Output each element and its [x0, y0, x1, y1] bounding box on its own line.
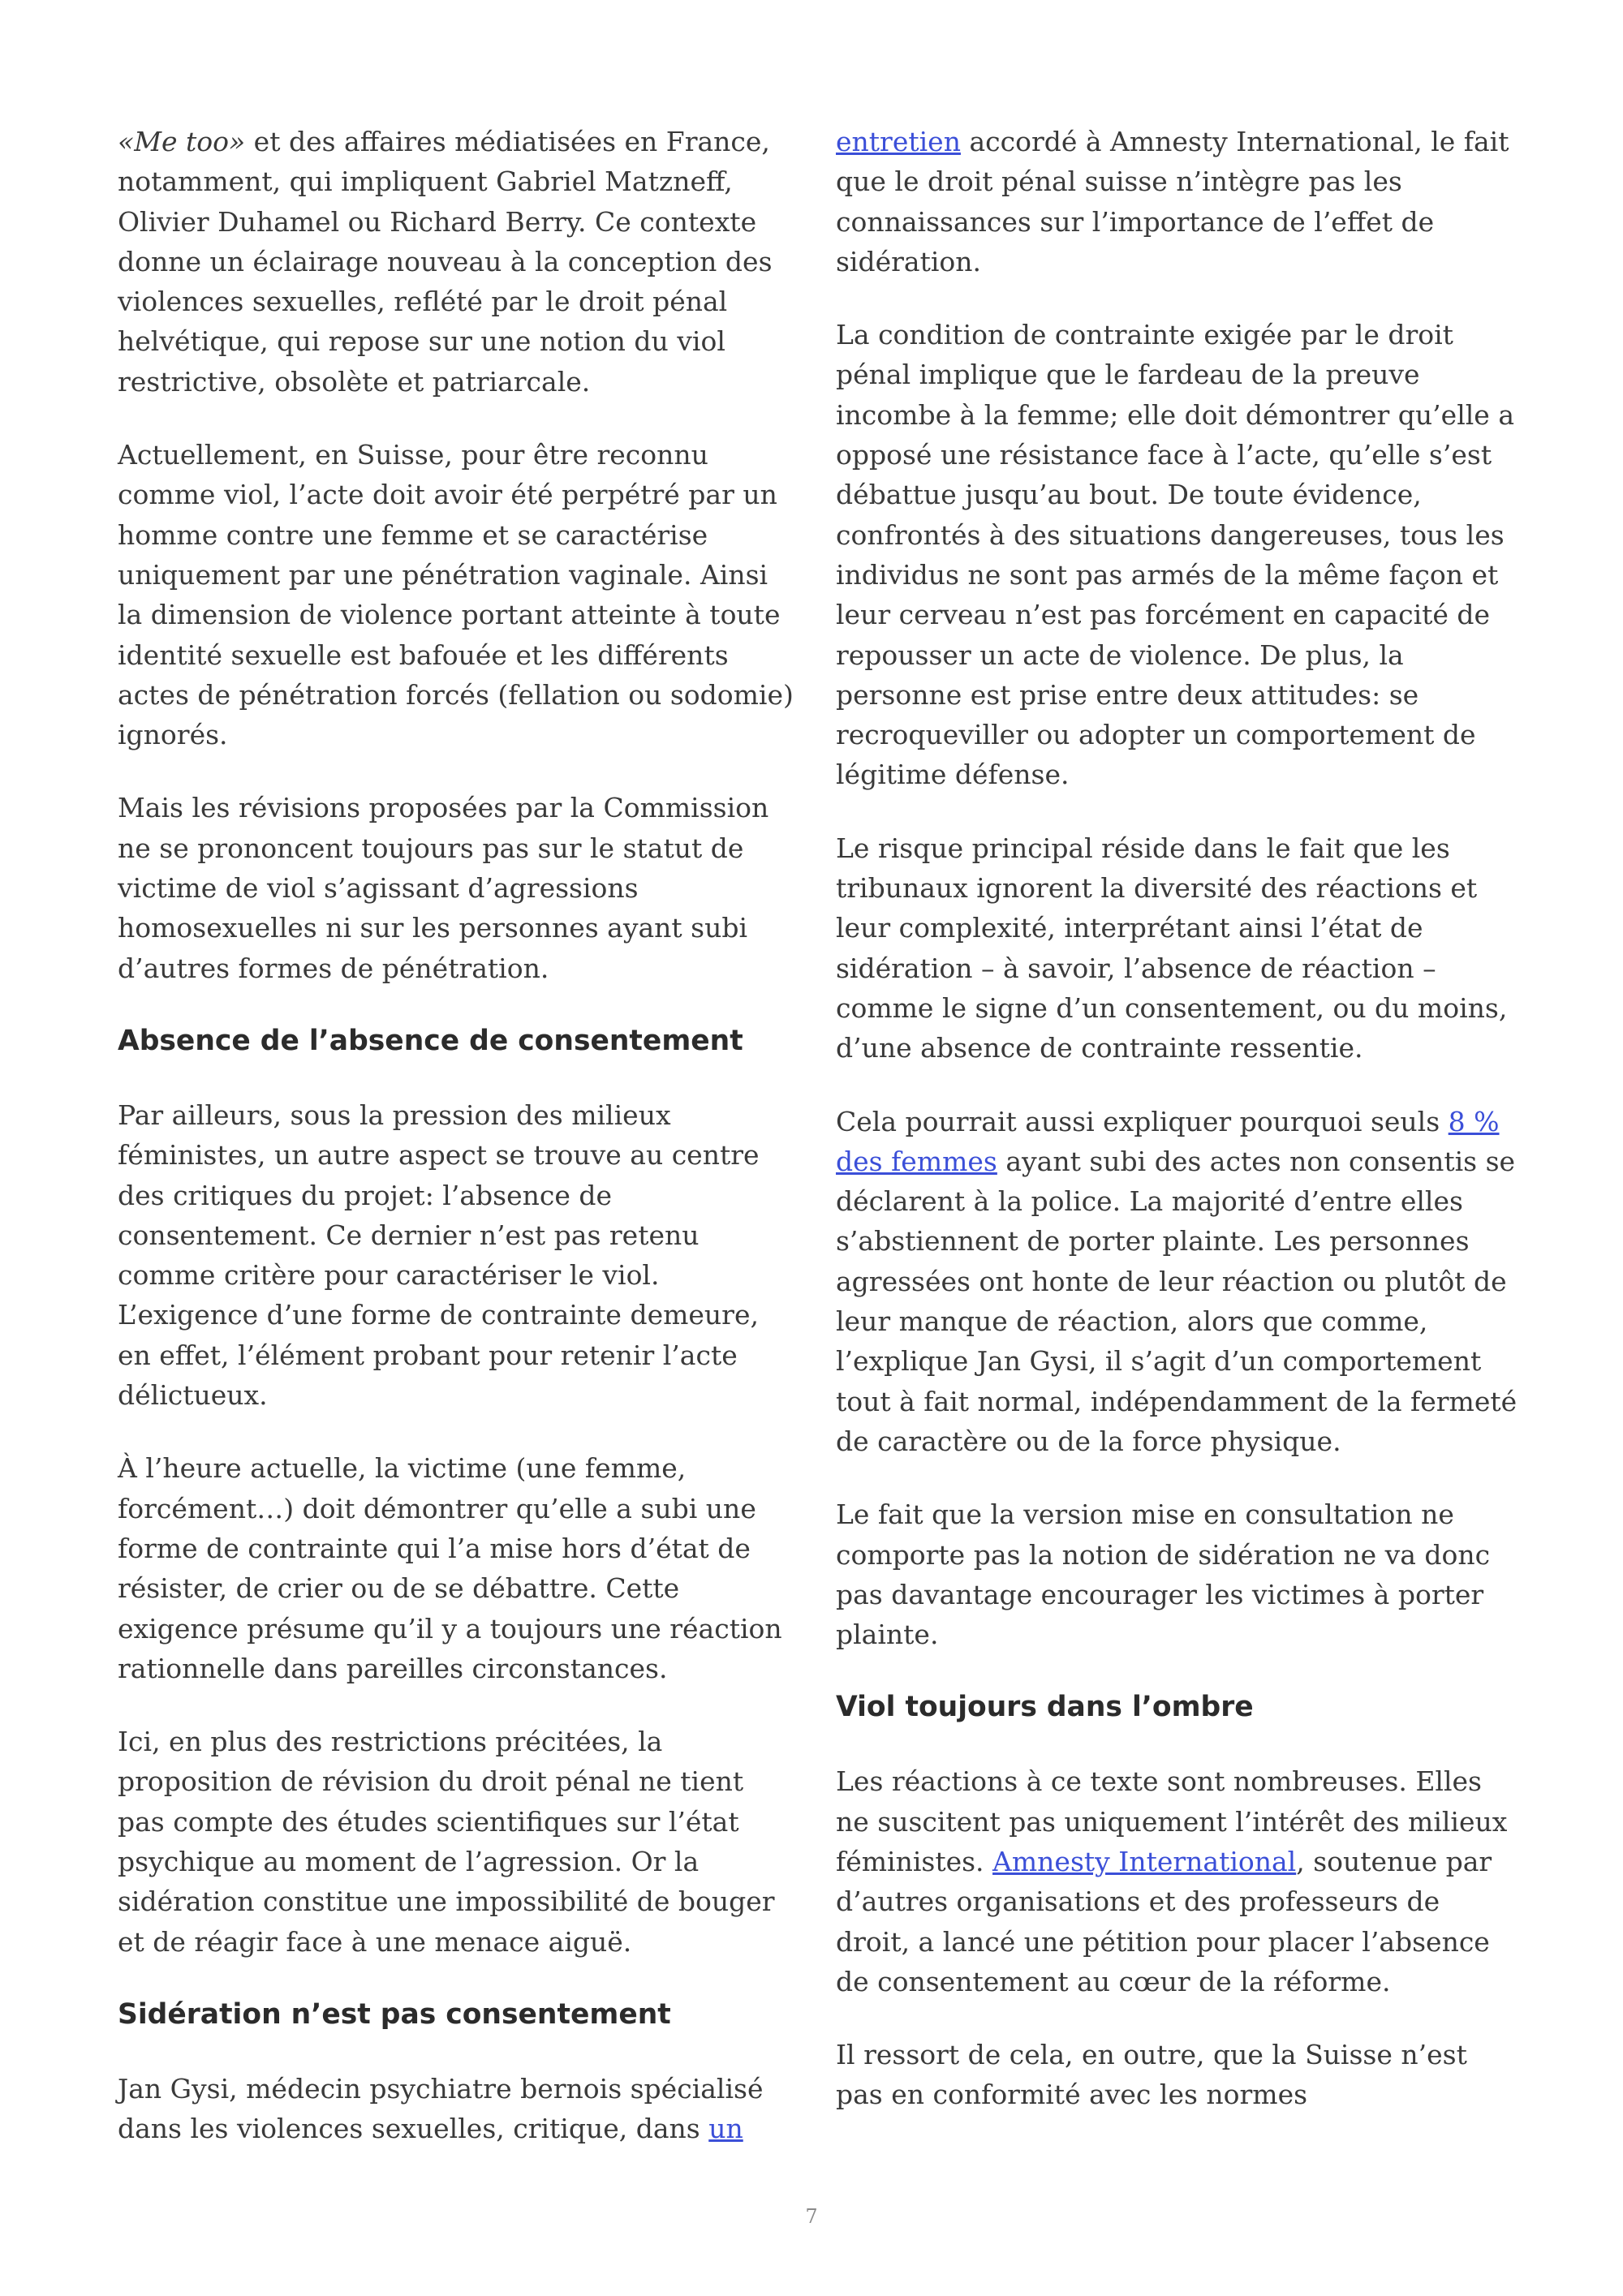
paragraph-text: et des affaires médiatisées en France, notamment, qui impliquent Gabriel Matzneff, Olivier Duhamel ou Richard Berry. Ce contexte donne un éclairage nouveau à la conception des violences sexuelles, reflété par le droit pénal helvétique, qui repose sur une notion du viol restrictive, obsolète et patriarcale.	[118, 126, 773, 398]
interview-link-continued[interactable]: entretien	[836, 126, 961, 157]
paragraph: Par ailleurs, sous la pression des milieux féministes, un autre aspect se trouve au centre des critiques du projet: l’absence de consentement. Ce dernier n’est pas retenu comme critère pour caractériser le viol. L’exigence d’une forme de contrainte demeure, en effet, l’élément probant pour retenir l’acte délictueux.	[118, 1099, 760, 1412]
paragraph: Le risque principal réside dans le fait que les tribunaux ignorent la diversité des réactions et leur complexité, interprétant ainsi l’état de sidération – à savoir, l’absence de réaction – comme le signe d’un consentement, ou du moins, d’une absence de contrainte ressentie.	[836, 832, 1508, 1064]
amnesty-link[interactable]: Amnesty International	[992, 1845, 1297, 1877]
section-heading: Absence de l’absence de consentement	[118, 1024, 743, 1057]
paragraph: La condition de contrainte exigée par le droit pénal implique que le fardeau de la preuve incombe à la femme; elle doit démontrer qu’elle a opposé une résistance face à l’acte, qu’elle s’est débattue jusqu’au bout. De toute évidence, confrontés à des situations dangereuses, tous les individus ne sont pas armés de la même façon et leur cerveau n’est pas forcément en capacité de repousser un acte de violence. De plus, la personne est prise entre deux attitudes: se recroqueviller ou adopter un comportement de légitime défense.	[836, 319, 1514, 791]
section-heading: Viol toujours dans l’ombre	[836, 1691, 1254, 1724]
right-column	[836, 122, 1522, 2148]
paragraph	[118, 122, 798, 402]
paragraph-text: , soutenue par d’autres organisations et des professeurs de droit, a lancé une pétition pour placer l’absence de consentement au cœur de la réforme.	[836, 1845, 1492, 1997]
interview-link[interactable]: un	[708, 2113, 743, 2145]
paragraph: Le fait que la version mise en consultation ne comporte pas la notion de sidération ne va donc pas davantage encourager les victimes à porter plainte.	[836, 1498, 1491, 1651]
paragraph	[836, 1761, 1522, 2001]
paragraph	[118, 2069, 798, 2149]
paragraph-text: accordé à Amnesty International, le fait que le droit pénal suisse n’intègre pas les connaissances sur l’importance de l’effet de sidération.	[836, 126, 1509, 277]
paragraph: Il ressort de cela, en outre, que la Suisse n’est pas en conformité avec les normes	[836, 2039, 1467, 2111]
paragraph-text: Cela pourrait aussi expliquer pourquoi seuls	[836, 1105, 1449, 1137]
page-number: 7	[805, 2205, 818, 2228]
paragraph-text: ayant subi des actes non consentis se déclarent à la police. La majorité d’entre elles s’abstiennent de porter plainte. Les personnes agressées ont honte de leur réaction ou plutôt de leur manque de réaction, alors que comme, l’explique Jan Gysi, il s’agit d’un comportement tout à fait normal, indépendamment de la fermeté de caractère ou de la force physique.	[836, 1145, 1518, 1457]
paragraph: Ici, en plus des restrictions précitées, la proposition de révision du droit pénal ne tient pas compte des études scientifiques sur l’état psychique au moment de l’agression. Or la sidération constitue une impossibilité de bouger et de réagir face à une menace aiguë.	[118, 1726, 775, 1958]
paragraph	[836, 122, 1522, 282]
paragraph-text: Jan Gysi, médecin psychiatre bernois spécialisé dans les violences sexuelles, critique, dans	[118, 2072, 764, 2145]
paragraph-text: Les réactions à ce texte sont nombreuses. Elles ne suscitent pas uniquement l’intérêt des milieux féministes.	[836, 1765, 1508, 1877]
statistic-link[interactable]: 8 % des femmes	[836, 1105, 1500, 1177]
paragraph: À l’heure actuelle, la victime (une femme, forcément…) doit démontrer qu’elle a subi une forme de contrainte qui l’a mise hors d’état de résister, de crier ou de se débattre. Cette exigence présume qu’il y a toujours une réaction rationnelle dans pareilles circonstances.	[118, 1452, 782, 1684]
left-column	[118, 122, 798, 2182]
paragraph: Actuellement, en Suisse, pour être reconnu comme viol, l’acte doit avoir été perpétré par un homme contre une femme et se caractérise uniquement par une pénétration vaginale. Ainsi la dimension de violence portant atteinte à toute identité sexuelle est bafouée et les différents actes de pénétration forcés (fellation ou sodomie) ignorés.	[118, 439, 794, 751]
paragraph	[836, 1102, 1522, 1462]
quote-me-too: «Me too»	[118, 126, 246, 157]
section-heading: Sidération n’est pas consentement	[118, 1997, 671, 2031]
paragraph: Mais les révisions proposées par la Commission ne se prononcent toujours pas sur le statut de victime de viol s’agissant d’agressions homosexuelles ni sur les personnes ayant subi d’autres formes de pénétration.	[118, 792, 769, 984]
